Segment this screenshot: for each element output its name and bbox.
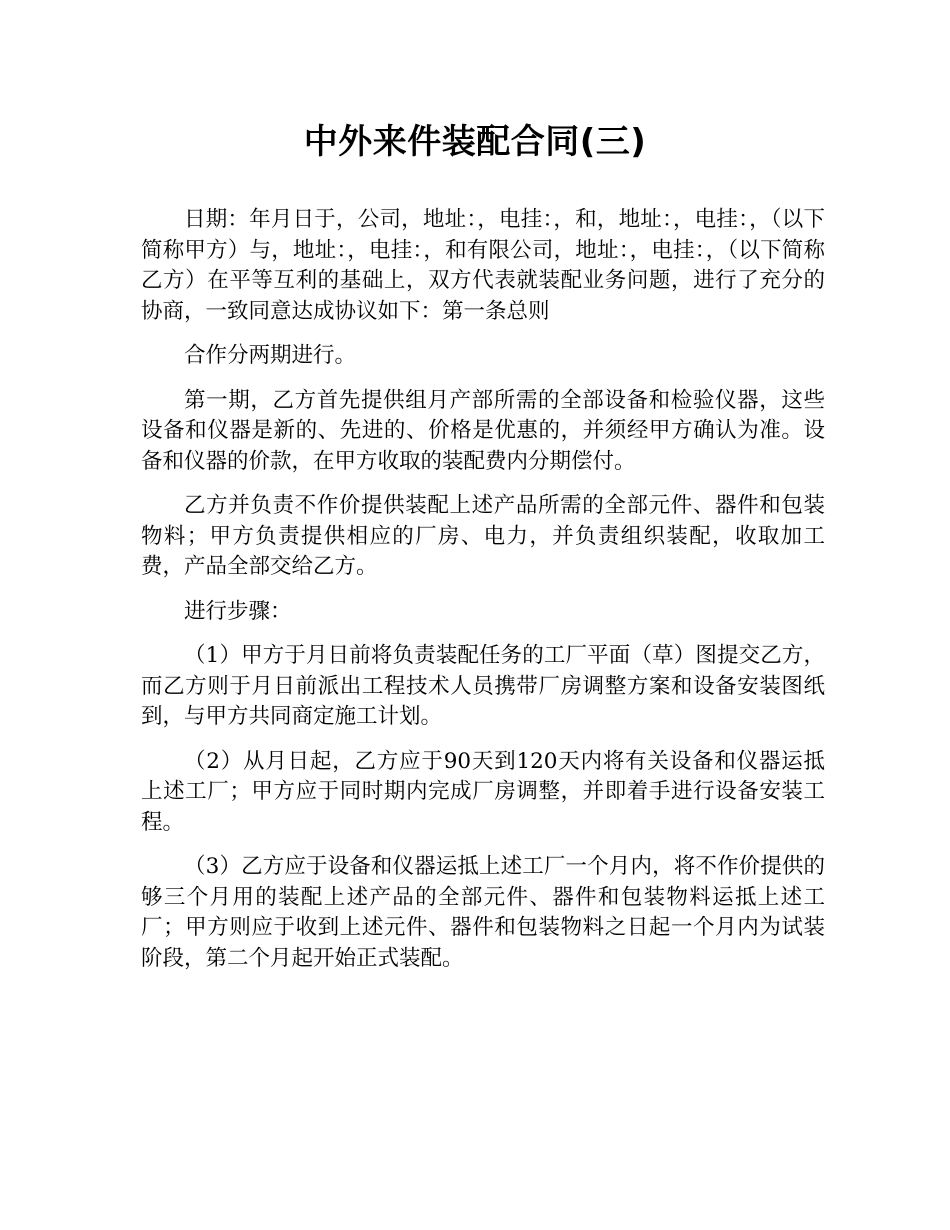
document-body: [141, 205, 825, 988]
paragraph-step-3: （3）乙方应于设备和仪器运抵上述工厂一个月内，将不作价提供的够三个月用的装配上述产品的全部元件、器件和包装物料运抵上述工厂；甲方则应于收到上述元件、器件和包装物料之日起一个月内为试装阶段，第二个月起开始正式装配。: [141, 854, 825, 971]
paragraph-preamble: 日期：年月日于，公司，地址：，电挂：，和，地址：，电挂：，（以下简称甲方）与，地址：，电挂：，和有限公司，地址：，电挂：，（以下简称乙方）在平等互利的基础上，双方代表就装配业务问题，进行了充分的协商，一致同意达成协议如下：第一条总则: [141, 207, 825, 324]
paragraph-materials: 乙方并负责不作价提供装配上述产品所需的全部元件、器件和包装物料；甲方负责提供相应的厂房、电力，并负责组织装配，收取加工费，产品全部交给乙方。: [141, 493, 825, 579]
paragraph-steps-heading: 进行步骤：: [184, 598, 292, 624]
paragraph-step-1: （1）甲方于月日前将负责装配任务的工厂平面（草）图提交乙方，而乙方则于月日前派出工程技术人员携带厂房调整方案和设备安装图纸到，与甲方共同商定施工计划。: [141, 643, 825, 729]
paragraph-phase-one: 第一期，乙方首先提供组月产部所需的全部设备和检验仪器，这些设备和仪器是新的、先进的、价格是优惠的，并须经甲方确认为准。设备和仪器的价款，在甲方收取的装配费内分期偿付。: [141, 387, 825, 474]
paragraph-cooperation-phases: 合作分两期进行。: [184, 343, 357, 368]
paragraph-step-2: （2）从月日起，乙方应于90天到120天内将有关设备和仪器运抵上述工厂；甲方应于同时期内完成厂房调整，并即着手进行设备安装工程。: [141, 748, 825, 835]
document-title: 中外来件装配合同(三): [303, 122, 647, 162]
